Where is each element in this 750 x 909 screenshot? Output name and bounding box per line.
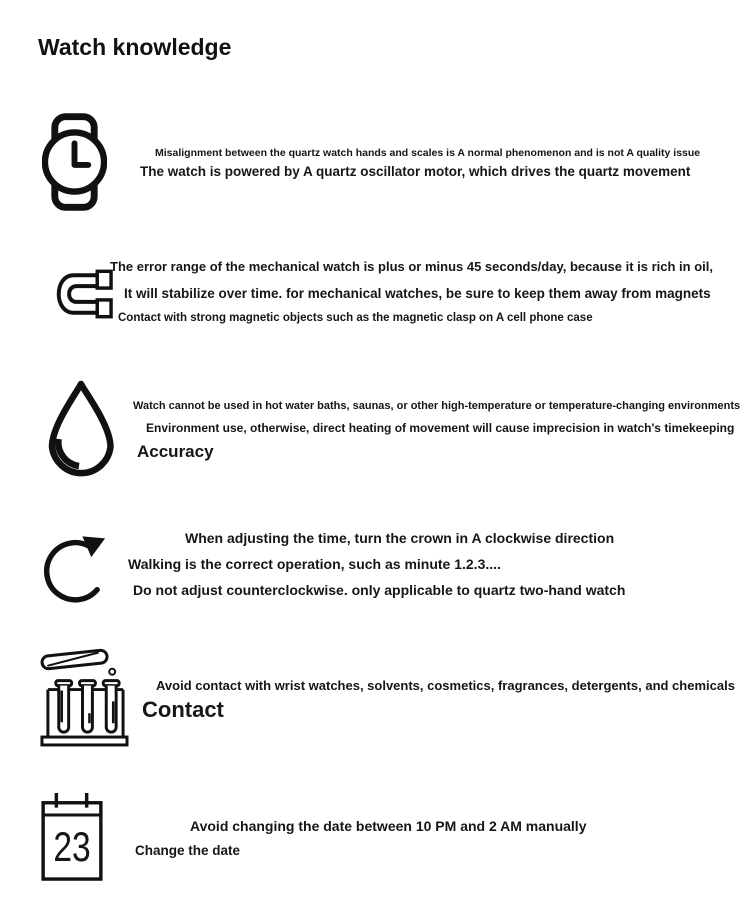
clockwise-arrow-icon: [38, 523, 111, 609]
magnet-icon: [40, 263, 115, 325]
movement-note-line: Misalignment between the quartz watch hands and scales is A normal phenomenon and is not A quality issue: [155, 147, 701, 159]
accuracy-heading: Accuracy: [137, 442, 214, 461]
date-heading: Change the date: [135, 843, 241, 858]
adjust-line-2: Walking is the correct operation, such as minute 1.2.3....: [128, 556, 501, 572]
accuracy-line-2: Environment use, otherwise, direct heating of movement will cause imprecision in watch's timekeeping: [146, 421, 735, 435]
magnet-line-1: The error range of the mechanical watch is plus or minus 45 seconds/day, because it is rich in oil,: [110, 259, 713, 274]
water-drop-icon: [42, 377, 120, 483]
magnet-line-2: It will stabilize over time. for mechanical watches, be sure to keep them away from magnets: [124, 286, 711, 301]
date-line-1: Avoid changing the date between 10 PM and 2 AM manually: [190, 818, 587, 834]
page-title: Watch knowledge: [38, 34, 232, 60]
contact-heading: Contact: [142, 697, 224, 722]
movement-main-line: The watch is powered by A quartz oscillator motor, which drives the quartz movement: [140, 164, 691, 179]
adjust-line-3: Do not adjust counterclockwise. only applicable to quartz two-hand watch: [133, 582, 626, 598]
wristwatch-icon: [42, 112, 107, 212]
magnet-line-3: Contact with strong magnetic objects such as the magnetic clasp on A cell phone case: [118, 312, 593, 324]
adjust-line-1: When adjusting the time, turn the crown in A clockwise direction: [185, 530, 615, 546]
calendar-day: 23: [53, 823, 91, 870]
accuracy-line-1: Watch cannot be used in hot water baths, saunas, or other high-temperature or temperature-changing environments: [133, 400, 741, 412]
test-tubes-icon: [38, 644, 129, 747]
contact-line-1: Avoid contact with wrist watches, solvents, cosmetics, fragrances, detergents, and chemicals: [156, 678, 735, 693]
